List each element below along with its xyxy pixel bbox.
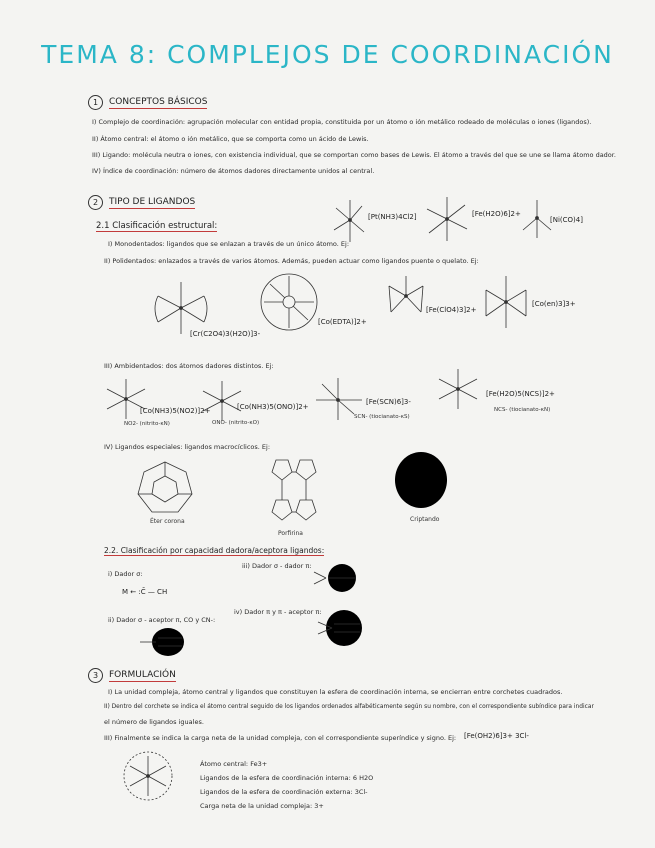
- legend-line: Ligandos de la esfera de coordinación externa: 3Cl-: [200, 788, 368, 796]
- formula-label: [Co(NH3)5(ONO)]2+: [237, 403, 309, 411]
- formulation-line: el número de ligandos iguales.: [104, 718, 204, 726]
- molecule-isothiocyanate-drawing: [436, 366, 480, 412]
- subsection-title: 2.1 Clasificación estructural:: [96, 221, 218, 231]
- macrocycle-label: Porfirina: [278, 530, 303, 537]
- molecule-nitrito-drawing: [200, 378, 244, 424]
- ambidentate-text: III) Ambidentados: dos átomos dadores distintos. Ej:: [104, 362, 274, 370]
- formula-label: [Cr(C2O4)3(H2O)]3-: [190, 330, 261, 338]
- formula-label: [Fe(ClO4)3]2+: [426, 306, 477, 314]
- concept-line: I) Complejo de coordinación: agrupación molecular con entidad propia, constituida por un átomo o ión metálico rodeado de moléculas o iones (ligandos).: [92, 118, 592, 126]
- donor-type: ii) Dador σ - aceptor π, CO y CN-:: [108, 616, 216, 624]
- molecule-nitro-drawing: [104, 376, 148, 422]
- donor-equation: M ← :C̄ — CH: [122, 588, 168, 596]
- monodentate-text: I) Monodentados: ligandos que se enlazan a través de un único átomo. Ej:: [108, 240, 350, 248]
- formula-label: [Co(NH3)5(NO2)]2+: [140, 407, 211, 415]
- example-complex-drawing: [120, 750, 176, 802]
- donor-type: iv) Dador π y π - aceptor π:: [234, 608, 322, 616]
- formulation-line: II) Dentro del corchete se indica el átomo central seguido de los ligandos ordenados alfabéticamente según su nombre, con el correspondiente subíndice para indicar: [104, 704, 594, 710]
- molecule-co-en-drawing: [480, 272, 532, 332]
- legend-line: Carga neta de la unidad compleja: 3+: [200, 802, 324, 810]
- legend-line: Átomo central: Fe3+: [200, 760, 268, 768]
- section-number: 1: [88, 95, 103, 110]
- formula-label: [Fe(H2O)5(NCS)]2+: [486, 390, 555, 398]
- concept-line: II) Átomo central: el átomo o ión metálico, que se comporta como un ácido de Lewis.: [92, 135, 369, 143]
- formulation-line: I) La unidad compleja, átomo central y ligandos que constituyen la esfera de coordinación interna, se encierran entre corchetes cuadrados.: [108, 688, 563, 696]
- molecule-fe-drawing: [425, 195, 469, 243]
- molecule-fe-perchlorate-drawing: [383, 272, 429, 320]
- formula-label: [Co(EDTA)]2+: [318, 318, 367, 326]
- page-title: TEMA 8: COMPLEJOS DE COORDINACIÓN: [41, 40, 614, 69]
- crown-ether-drawing: [136, 460, 194, 516]
- cryptand-drawing: [392, 450, 450, 512]
- molecule-cr-oxalate-drawing: [150, 278, 212, 338]
- section-1-header: [88, 95, 207, 110]
- section-number: 2: [88, 195, 103, 210]
- sigma-pi-donor-drawing: [310, 556, 370, 600]
- macrocycle-label: Criptando: [410, 516, 440, 523]
- concept-line: III) Ligando: molécula neutra o iones, con existencia individual, que se comportan como bases de Lewis. El átomo a través del que se une se llama átomo dador.: [92, 151, 616, 159]
- ligand-note: NCS- (tiocianato-κN): [494, 407, 551, 413]
- formula-label: [Pt(NH3)4Cl2]: [368, 213, 417, 221]
- formulation-line: III) Finalmente se indica la carga neta de la unidad compleja, con el correspondiente superíndice y signo. Ej:: [104, 734, 457, 742]
- formula-example: [Fe(OH2)6]3+ 3Cl-: [464, 732, 529, 740]
- formula-label: [Fe(SCN)6]3-: [366, 398, 411, 406]
- special-ligands-text: IV) Ligandos especiales: ligandos macrocíclicos. Ej:: [104, 443, 271, 451]
- donor-type: iii) Dador σ - dador π:: [242, 562, 312, 570]
- molecule-pt-drawing: [330, 198, 370, 244]
- pi-donor-pi-acceptor-drawing: [314, 604, 370, 652]
- polidentate-text: II) Polidentados: enlazados a través de varios átomos. Además, pueden actuar como ligandos puente o quelato. Ej:: [104, 257, 479, 265]
- section-2-header: [88, 195, 195, 210]
- macrocycle-label: Éter corona: [150, 518, 185, 525]
- section-3-header: [88, 668, 176, 683]
- legend-line: Ligandos de la esfera de coordinación interna: 6 H2O: [200, 774, 374, 782]
- ligand-note: SCN- (tiocianato-κS): [354, 414, 410, 420]
- formula-label: [Ni(CO)4]: [550, 216, 583, 224]
- section-title: TIPO DE LIGANDOS: [109, 196, 196, 207]
- donor-type: i) Dador σ:: [108, 570, 143, 578]
- section-title: FORMULACIÓN: [109, 669, 176, 680]
- porphyrin-drawing: [258, 454, 330, 526]
- section-title: CONCEPTOS BÁSICOS: [109, 96, 208, 107]
- formula-label: [Co(en)3]3+: [532, 300, 576, 308]
- sigma-donor-pi-acceptor-drawing: [134, 624, 198, 662]
- formula-label: [Fe(H2O)6]2+: [472, 210, 521, 218]
- section-number: 3: [88, 668, 103, 683]
- concept-line: IV) Índice de coordinación: número de átomos dadores directamente unidos al central.: [92, 167, 375, 175]
- molecule-ni-drawing: [520, 198, 554, 240]
- molecule-co-edta-drawing: [258, 270, 320, 334]
- ligand-note: NO2- (nitrito-κN): [124, 421, 170, 427]
- subsection-title: 2.2. Clasificación por capacidad dadora/aceptora ligandos:: [104, 546, 325, 555]
- ligand-note: ONO- (nitrito-κO): [212, 420, 260, 426]
